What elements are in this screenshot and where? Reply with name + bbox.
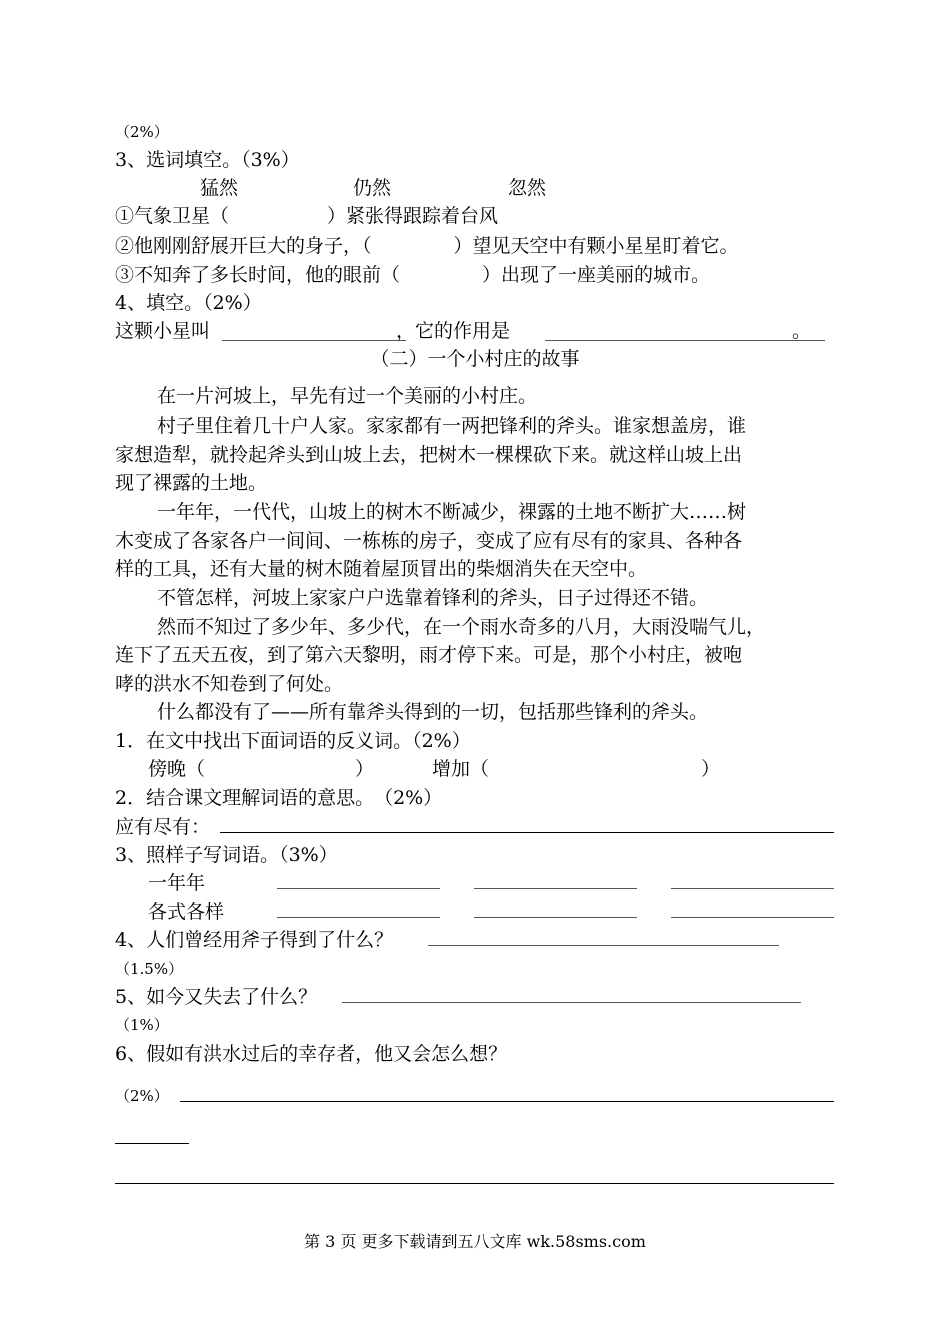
passage-line-3: 家想造犁，就拎起斧头到山坡上去，把树木一棵棵砍下来。就这样山坡上出 — [115, 444, 743, 466]
passage-line-4: 现了裸露的土地。 — [115, 472, 268, 494]
passage-line-8: 不管怎样，河坡上家家户户选靠着锋利的斧头，日子过得还不错。 — [157, 587, 709, 609]
qa-q1-title: 1．在文中找出下面词语的反义词。（2%） — [115, 730, 471, 752]
qa-q4-score: （1.5%） — [115, 960, 184, 978]
passage-line-9: 然而不知过了多少年、多少代，在一个雨水奇多的八月，大雨没喘气儿， — [157, 616, 766, 638]
passage-line-7: 样的工具，还有大量的树木随着屋顶冒出的柴烟消失在天空中。 — [115, 558, 648, 580]
qa-q6-answer-line-3[interactable] — [115, 1183, 834, 1184]
qa-q3-blank-2[interactable] — [474, 888, 637, 889]
choice-2: 仍然 — [353, 177, 392, 199]
choice-1: 猛然 — [200, 177, 239, 199]
qa-q4-text: 4、人们曾经用斧子得到了什么？ — [115, 929, 394, 951]
passage-line-12: 什么都没有了——所有靠斧头得到的一切，包括那些锋利的斧头。 — [157, 701, 709, 723]
choice-3: 忽然 — [508, 177, 547, 199]
qa-q3-blank-5[interactable] — [474, 917, 637, 918]
q3-item-3: ③不知奔了多长时间，他的眼前（ ）出现了一座美丽的城市。 — [115, 264, 711, 286]
qa-q3-blank-4[interactable] — [277, 917, 440, 918]
qa-q5-blank[interactable] — [342, 1002, 801, 1003]
qa-q3-blank-6[interactable] — [671, 917, 834, 918]
qa-q5-text: 5、如今又失去了什么？ — [115, 986, 318, 1008]
passage-line-6: 木变成了各家各户一间间、一栋栋的房子，变成了应有尽有的家具、各种各 — [115, 530, 743, 552]
qa-q3-example-2: 各式各样 — [148, 901, 225, 923]
q3-title: 3、选词填空。（3%） — [115, 149, 300, 171]
q4-blank-2[interactable] — [545, 340, 825, 341]
qa-q3-blank-1[interactable] — [277, 888, 440, 889]
q4-title: 4、填空。（2%） — [115, 292, 262, 314]
q3-item-2: ②他刚刚舒展开巨大的身子，（ ）望见天空中有颗小星星盯着它。 — [115, 235, 739, 257]
q4-line: 这颗小星叫 ，它的作用是 。 — [115, 320, 812, 342]
q4-blank-1[interactable] — [222, 340, 406, 341]
qa-q3-example-1: 一年年 — [148, 872, 206, 894]
qa-q2-answer-line[interactable] — [220, 832, 834, 833]
passage-line-5: 一年年，一代代，山坡上的树木不断减少，裸露的土地不断扩大……树 — [157, 501, 747, 523]
qa-q6-answer-line-2[interactable] — [115, 1143, 189, 1144]
qa-q6-score: （2%） — [115, 1087, 169, 1105]
qa-q6-answer-line-1[interactable] — [180, 1101, 834, 1102]
qa-q6-text: 6、假如有洪水过后的幸存者，他又会怎么想？ — [115, 1043, 508, 1065]
qa-q4-blank[interactable] — [428, 945, 779, 946]
passage-line-1: 在一片河坡上，早先有过一个美丽的小村庄。 — [157, 385, 538, 407]
q3-item-1: ①气象卫星（ ）紧张得跟踪着台风 — [115, 205, 499, 227]
qa-q1-b: 增加（ ） — [432, 758, 721, 780]
qa-q2-title: 2．结合课文理解词语的意思。 （2%） — [115, 787, 443, 809]
qa-q2-label: 应有尽有： — [115, 816, 211, 838]
top-score: （2%） — [115, 123, 169, 141]
qa-q5-score: （1%） — [115, 1016, 169, 1034]
passage-line-10: 连下了五天五夜，到了第六天黎明，雨才停下来。可是，那个小村庄，被咆 — [115, 644, 743, 666]
passage-line-11: 哮的洪水不知卷到了何处。 — [115, 673, 344, 695]
section-title: （二）一个小村庄的故事 — [370, 348, 580, 370]
page-footer: 第 3 页 更多下载请到五八文库 wk.58sms.com — [304, 1232, 646, 1251]
qa-q3-title: 3、照样子写词语。（3%） — [115, 844, 338, 866]
qa-q1-a: 傍晚（ ） — [148, 758, 375, 780]
qa-q3-blank-3[interactable] — [671, 888, 834, 889]
passage-line-2: 村子里住着几十户人家。家家都有一两把锋利的斧头。谁家想盖房，谁 — [157, 415, 747, 437]
